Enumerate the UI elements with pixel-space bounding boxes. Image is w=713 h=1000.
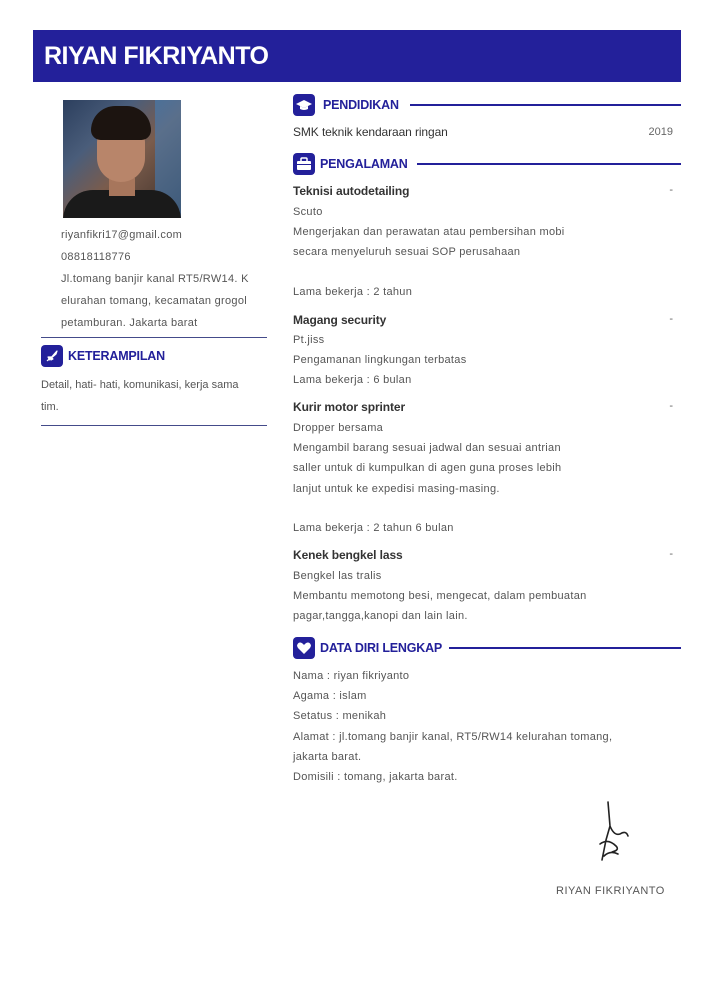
skills-section-header <box>41 345 267 367</box>
job-company: Dropper bersama <box>293 422 384 434</box>
education-section-header <box>293 94 681 116</box>
job-duration: Lama bekerja : 2 tahun <box>293 286 413 298</box>
experience-title: PENGALAMAN <box>320 157 408 171</box>
skills-line-2: tim. <box>41 401 59 413</box>
divider <box>41 337 267 338</box>
job-company: Pt.jiss <box>293 334 325 346</box>
job-description: Mengambil barang sesuai jadwal dan sesuai antrian <box>293 442 561 454</box>
divider <box>41 425 267 426</box>
job-position: Kurir motor sprinter <box>293 400 406 414</box>
personal-name: Nama : riyan fikriyanto <box>293 670 410 682</box>
job-position: Kenek bengkel lass <box>293 548 403 562</box>
job-company: Scuto <box>293 206 323 218</box>
job-description: lanjut untuk ke expedisi masing-masing. <box>293 483 500 495</box>
personal-status: Setatus : menikah <box>293 710 387 722</box>
job-position: Teknisi autodetailing <box>293 184 410 198</box>
personal-title: DATA DIRI LENGKAP <box>320 641 443 655</box>
job-duration: Lama bekerja : 2 tahun 6 bulan <box>293 522 454 534</box>
personal-section-header <box>293 637 681 659</box>
job-position: Magang security <box>293 313 387 327</box>
section-rule <box>449 647 681 649</box>
signature <box>590 800 634 866</box>
profile-photo <box>63 100 181 218</box>
rocket-icon <box>41 345 63 367</box>
contact-info <box>61 224 267 334</box>
experience-section-header <box>293 153 681 175</box>
job-description: Mengerjakan dan perawatan atau pembersihan mobi <box>293 226 565 238</box>
skills-text <box>41 374 267 418</box>
job-description: Membantu memotong besi, mengecat, dalam pembuatan <box>293 590 587 602</box>
education-school: SMK teknik kendaraan ringan <box>293 125 448 139</box>
job-description: secara menyeluruh sesuai SOP perusahaan <box>293 246 521 258</box>
personal-address-cont: jakarta barat. <box>293 751 362 763</box>
signature-name: RIYAN FIKRIYANTO <box>556 885 665 897</box>
education-year: 2019 <box>648 126 673 138</box>
address-line-3: petamburan. Jakarta barat <box>61 317 198 329</box>
section-rule <box>410 104 681 106</box>
job-dash: - <box>669 184 673 196</box>
skills-line-1: Detail, hati- hati, komunikasi, kerja sama <box>41 379 239 391</box>
job-description: Pengamanan lingkungan terbatas <box>293 354 467 366</box>
graduation-cap-icon <box>293 94 315 116</box>
job-description: saller untuk di kumpulkan di agen guna proses lebih <box>293 462 562 474</box>
personal-domicile: Domisili : tomang, jakarta barat. <box>293 771 458 783</box>
section-rule <box>417 163 681 165</box>
briefcase-icon <box>293 153 315 175</box>
heart-icon <box>293 637 315 659</box>
address-line-1: Jl.tomang banjir kanal RT5/RW14. K <box>61 273 249 285</box>
job-duration: Lama bekerja : 6 bulan <box>293 374 412 386</box>
job-dash: - <box>669 548 673 560</box>
job-company: Bengkel las tralis <box>293 570 382 582</box>
job-dash: - <box>669 313 673 325</box>
job-dash: - <box>669 400 673 412</box>
address-line-2: elurahan tomang, kecamatan grogol <box>61 295 248 307</box>
education-title: PENDIDIKAN <box>323 98 399 112</box>
header-name-banner <box>33 30 681 82</box>
skills-title: KETERAMPILAN <box>68 349 165 363</box>
personal-religion: Agama : islam <box>293 690 367 702</box>
email-text: riyanfikri17@gmail.com <box>61 229 183 241</box>
phone-text: 08818118776 <box>61 251 131 263</box>
job-description: pagar,tangga,kanopi dan lain lain. <box>293 610 468 622</box>
page-title: RIYAN FIKRIYANTO <box>44 42 269 70</box>
personal-address: Alamat : jl.tomang banjir kanal, RT5/RW14 kelurahan tomang, <box>293 731 613 743</box>
